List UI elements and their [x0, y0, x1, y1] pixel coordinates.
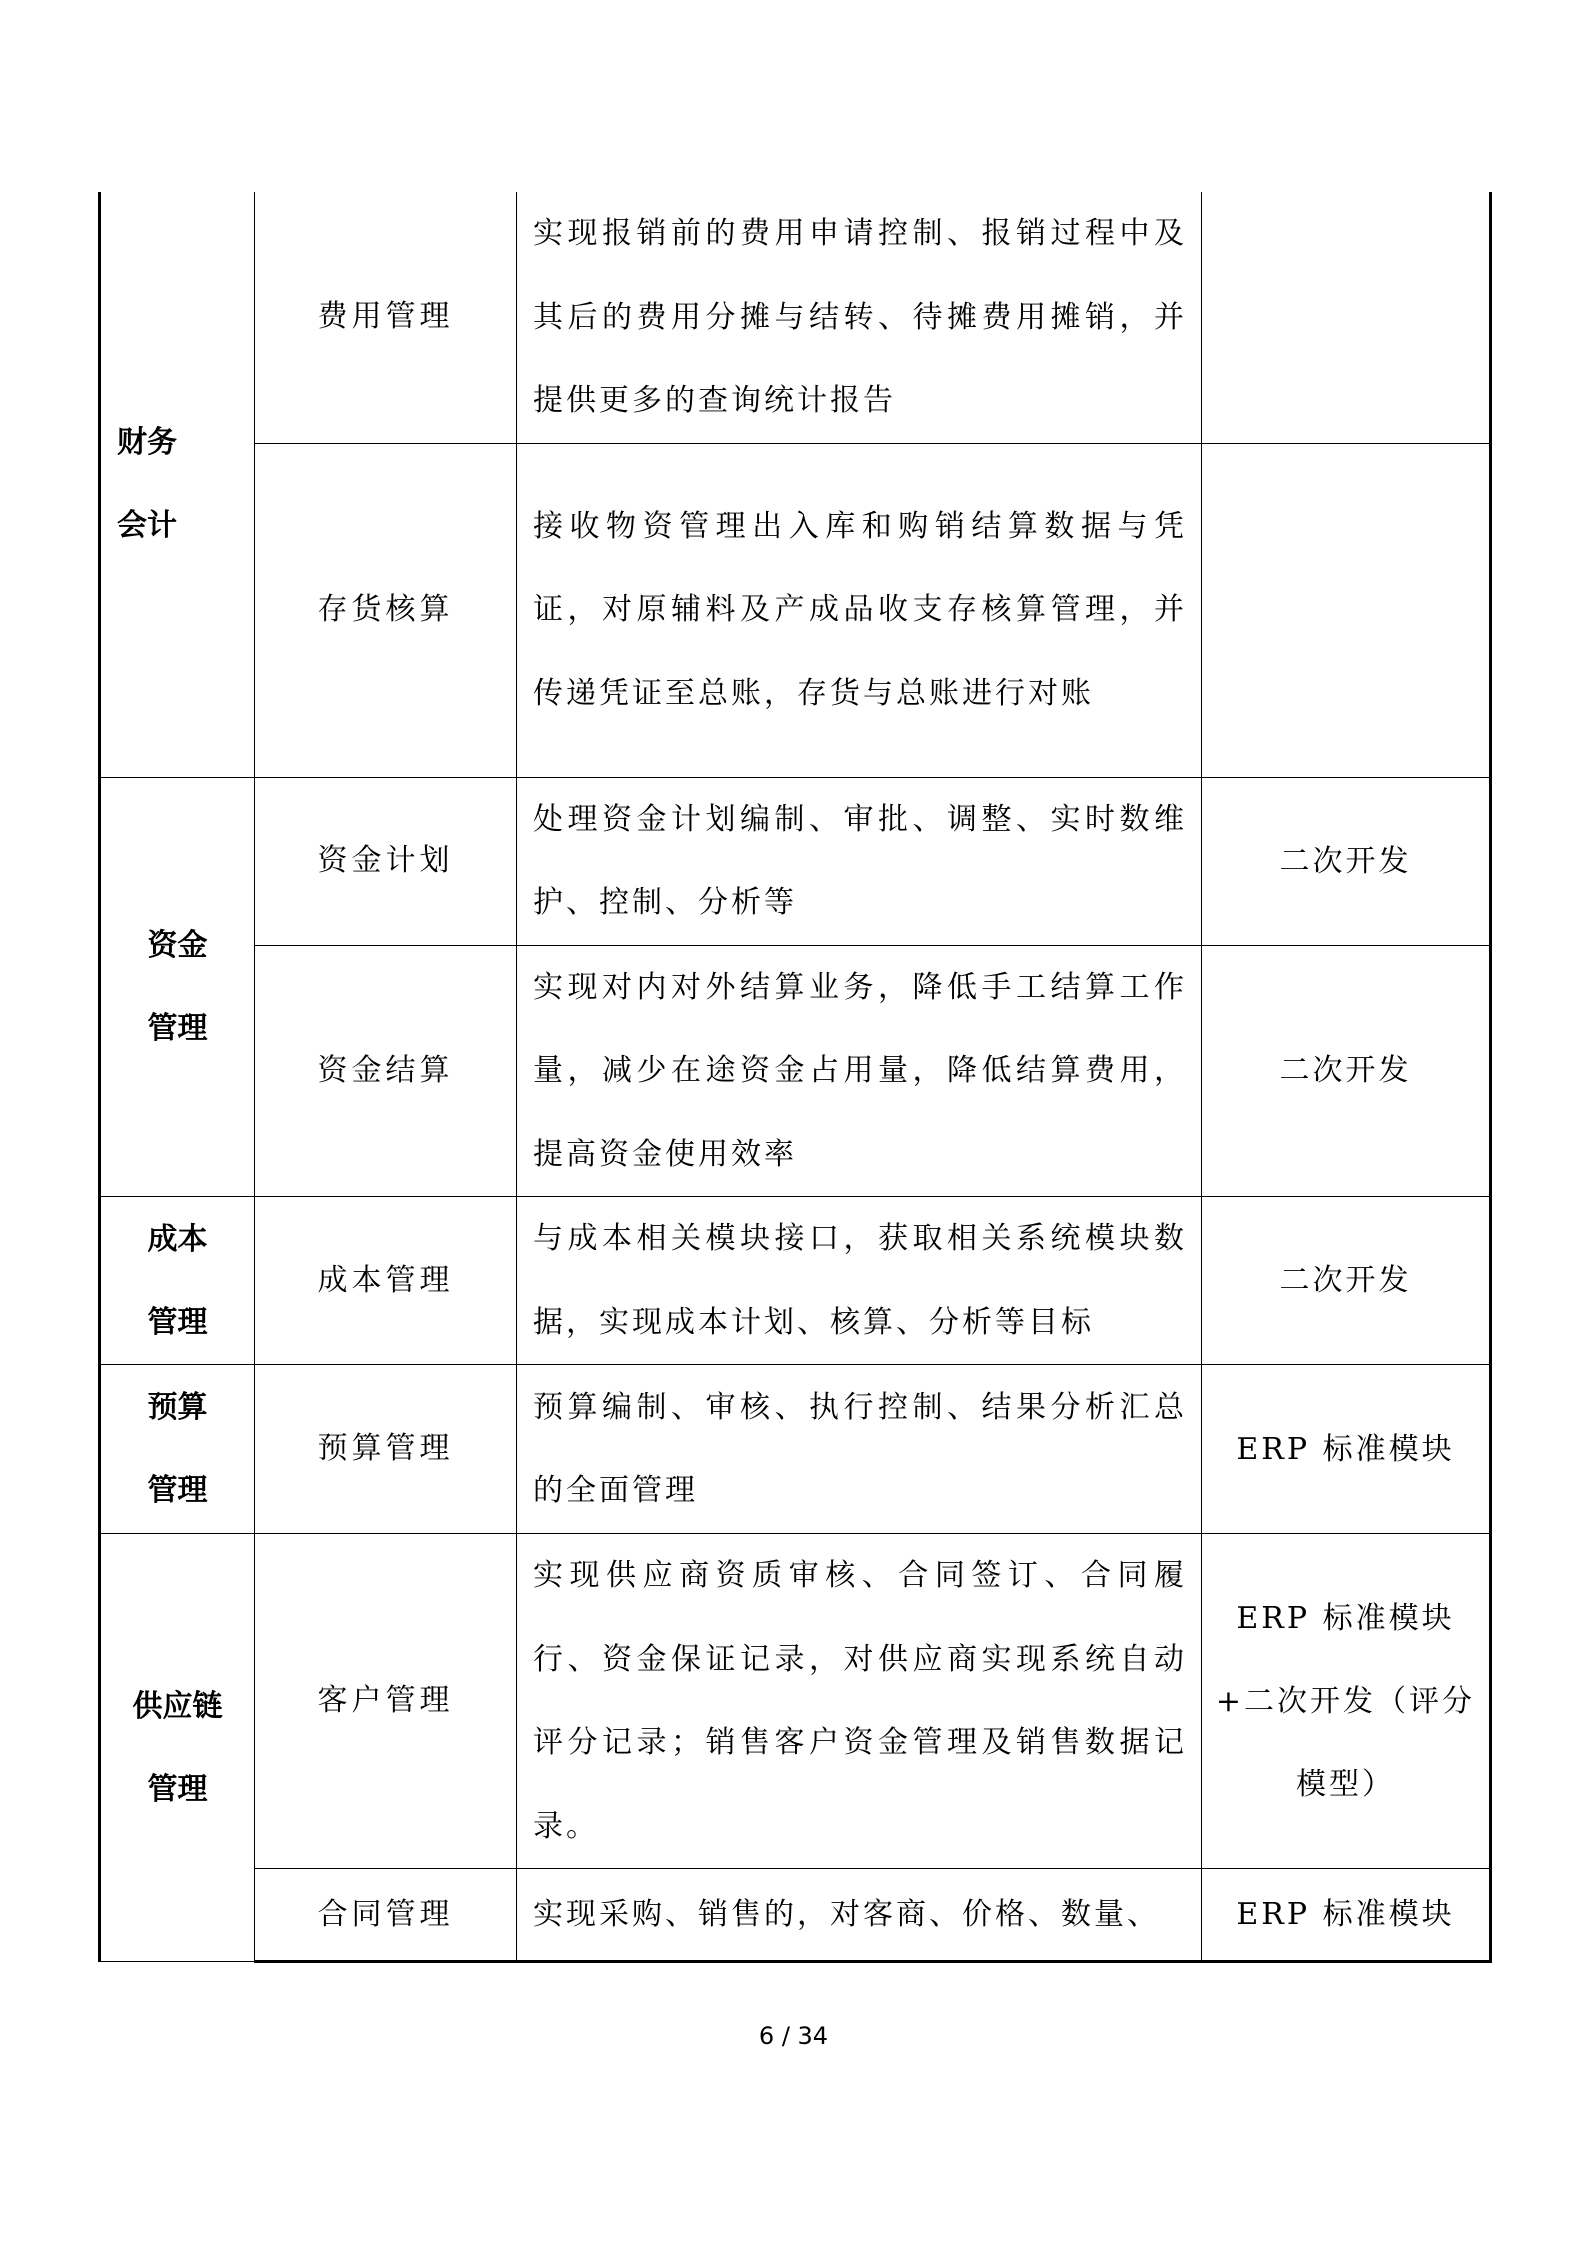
module-name: 资金结算 [255, 945, 517, 1197]
module-name: 成本管理 [255, 1197, 517, 1365]
category-label: 会计 [117, 508, 177, 544]
module-description: 实现报销前的费用申请控制、报销过程中及其后的费用分摊与结转、待摊费用摊销，并提供更多的查询统计报告 [517, 192, 1202, 443]
category-cell [100, 192, 255, 777]
implementation-type: 二次开发 [1202, 777, 1491, 945]
category-cell [100, 1534, 255, 1962]
table-row [100, 1365, 1491, 1534]
category-cell [100, 777, 255, 1197]
table-row [100, 1197, 1491, 1365]
module-description: 实现对内对外结算业务，降低手工结算工作量，减少在途资金占用量，降低结算费用，提高资金使用效率 [517, 945, 1202, 1197]
table-row [100, 777, 1491, 945]
category-label: 资金 [147, 927, 208, 963]
implementation-type [1202, 192, 1491, 443]
category-label: 财务 [117, 425, 177, 461]
module-name: 资金计划 [255, 777, 517, 945]
implementation-type: 二次开发 [1202, 1197, 1491, 1365]
category-cell [100, 1365, 255, 1534]
table-row [100, 945, 1491, 1197]
module-name: 合同管理 [255, 1869, 517, 1962]
category-label: 供应链 [132, 1688, 223, 1724]
module-name: 费用管理 [255, 192, 517, 443]
module-name: 预算管理 [255, 1365, 517, 1534]
module-description: 实现采购、销售的，对客商、价格、数量、 [517, 1869, 1202, 1962]
module-name: 客户管理 [255, 1534, 517, 1869]
table-row [100, 443, 1491, 777]
implementation-type: ERP 标准模块 [1202, 1365, 1491, 1534]
module-description: 与成本相关模块接口，获取相关系统模块数据，实现成本计划、核算、分析等目标 [517, 1197, 1202, 1365]
page-number: 6 / 34 [758, 2022, 829, 2050]
implementation-type: ERP 标准模块+二次开发（评分模型） [1202, 1534, 1491, 1869]
category-label: 成本 [147, 1221, 208, 1257]
implementation-type: ERP 标准模块 [1202, 1869, 1491, 1962]
implementation-type [1202, 443, 1491, 777]
module-description: 实现供应商资质审核、合同签订、合同履行、资金保证记录，对供应商实现系统自动评分记录；销售客户资金管理及销售数据记录。 [517, 1534, 1202, 1869]
category-label: 管理 [147, 1010, 208, 1046]
table-row [100, 1534, 1491, 1869]
category-label: 管理 [147, 1473, 208, 1508]
category-label: 管理 [147, 1304, 208, 1340]
category-label: 管理 [147, 1771, 208, 1807]
table-row [100, 1869, 1491, 1962]
module-description: 处理资金计划编制、审批、调整、实时数维护、控制、分析等 [517, 777, 1202, 945]
category-cell [100, 1197, 255, 1365]
implementation-type: 二次开发 [1202, 945, 1491, 1197]
table-row [100, 192, 1491, 443]
module-description: 预算编制、审核、执行控制、结果分析汇总的全面管理 [517, 1365, 1202, 1534]
erp-module-table [98, 192, 1492, 1963]
category-label: 预算 [147, 1390, 208, 1425]
module-description: 接收物资管理出入库和购销结算数据与凭证，对原辅料及产成品收支存核算管理，并传递凭证至总账，存货与总账进行对账 [517, 443, 1202, 777]
module-name: 存货核算 [255, 443, 517, 777]
